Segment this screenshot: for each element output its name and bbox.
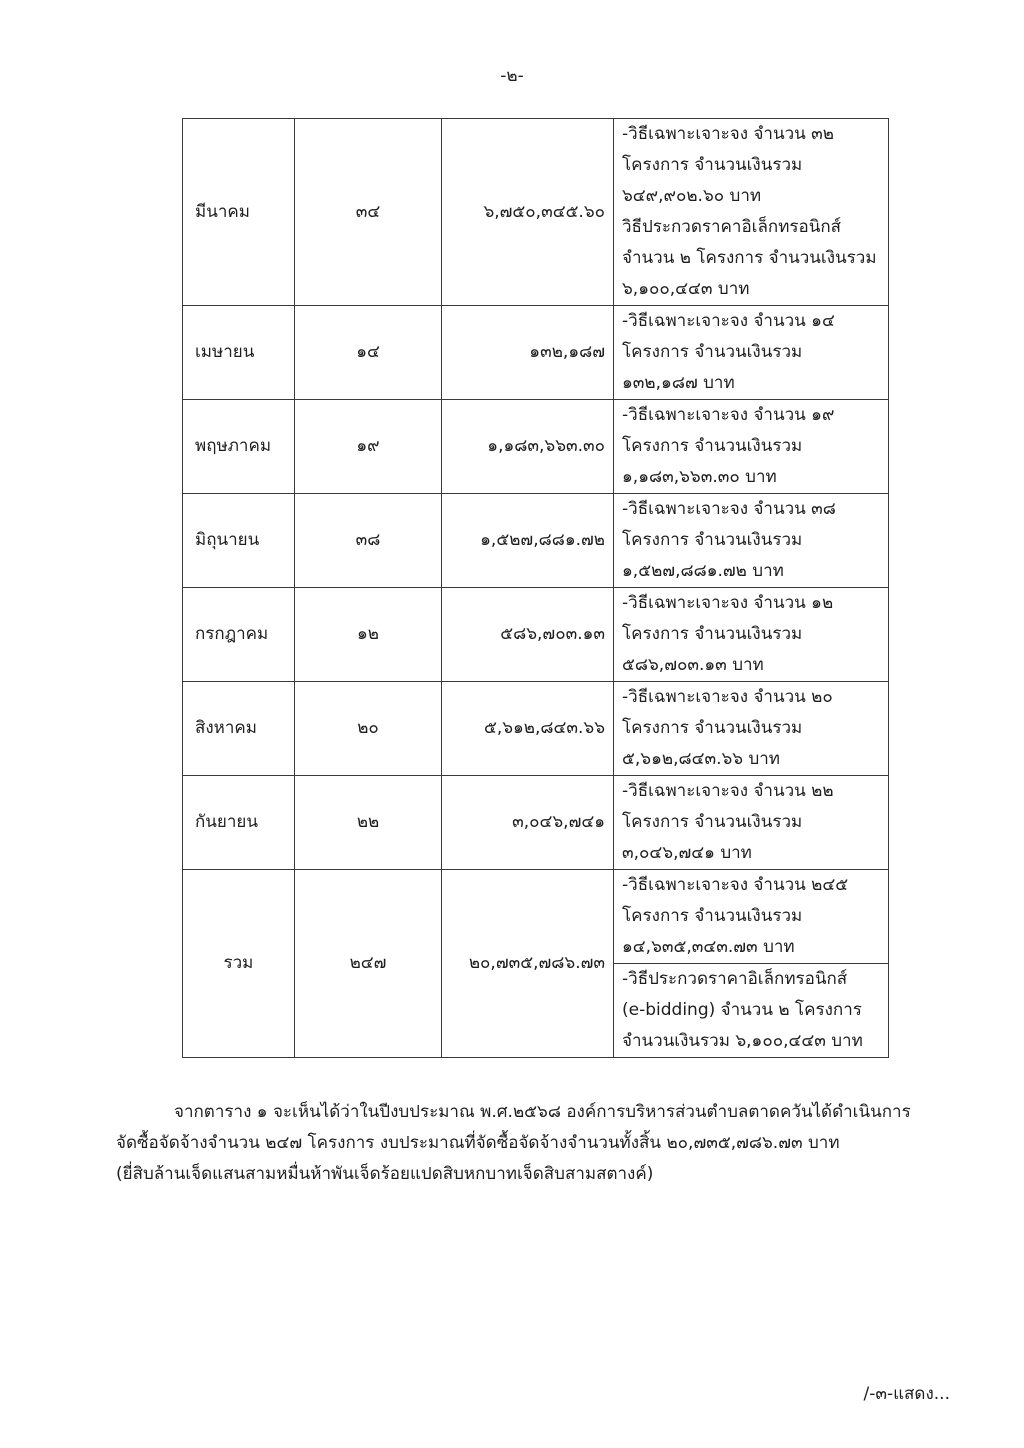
detail-line: โครงการ จำนวนเงินรวม bbox=[622, 155, 803, 175]
detail-line: ๑๓๒,๑๘๗ บาท bbox=[622, 373, 735, 393]
detail-line: -วิธีเฉพาะเจาะจง จำนวน ๒๐ bbox=[622, 687, 833, 707]
month-cell: มิถุนายน bbox=[183, 494, 295, 588]
detail-line: -วิธีเฉพาะเจาะจง จำนวน ๑๔ bbox=[622, 311, 835, 331]
summary-paragraph bbox=[116, 1097, 956, 1190]
method-detail-cell bbox=[614, 588, 889, 682]
total-row bbox=[183, 870, 889, 964]
amount-cell: ๓,๐๔๖,๗๔๑ bbox=[442, 776, 614, 870]
project-count-cell: ๓๘ bbox=[294, 494, 441, 588]
project-count-cell: ๒๒ bbox=[294, 776, 441, 870]
month-cell: พฤษภาคม bbox=[183, 400, 295, 494]
table-row bbox=[183, 119, 889, 306]
method-detail-cell bbox=[614, 776, 889, 870]
table-row bbox=[183, 776, 889, 870]
detail-line: โครงการ จำนวนเงินรวม bbox=[622, 812, 803, 832]
table-body bbox=[183, 119, 889, 1058]
method-detail-cell bbox=[614, 119, 889, 306]
project-count-cell: ๑๙ bbox=[294, 400, 441, 494]
amount-cell: ๕๘๖,๗๐๓.๑๓ bbox=[442, 588, 614, 682]
detail-line: โครงการ จำนวนเงินรวม bbox=[622, 342, 803, 362]
total-label-cell: รวม bbox=[183, 870, 295, 1058]
detail-line: จำนวน ๒ โครงการ จำนวนเงินรวม bbox=[622, 248, 877, 268]
detail-line: ๓,๐๔๖,๗๔๑ บาท bbox=[622, 843, 752, 863]
amount-cell: ๖,๗๕๐,๓๔๕.๖๐ bbox=[442, 119, 614, 306]
total-amount-cell: ๒๐,๗๓๕,๗๘๖.๗๓ bbox=[442, 870, 614, 1058]
amount-cell: ๑,๕๒๗,๘๘๑.๗๒ bbox=[442, 494, 614, 588]
summary-line: จากตาราง ๑ จะเห็นได้ว่าในปีงบประมาณ พ.ศ.๒๕๖๘ องค์การบริหารส่วนตำบลตาดควันได้ดำเนินการ bbox=[174, 1102, 911, 1122]
method-detail-cell bbox=[614, 682, 889, 776]
detail-line: วิธีประกวดราคาอิเล็กทรอนิกส์ bbox=[622, 217, 842, 237]
detail-line: โครงการ จำนวนเงินรวม bbox=[622, 624, 803, 644]
detail-line: -วิธีเฉพาะเจาะจง จำนวน ๑๒ bbox=[622, 593, 834, 613]
detail-line: จำนวนเงินรวม ๖,๑๐๐,๔๔๓ บาท bbox=[622, 1031, 863, 1051]
month-cell: สิงหาคม bbox=[183, 682, 295, 776]
amount-cell: ๑๓๒,๑๘๗ bbox=[442, 306, 614, 400]
total-ebidding-method-cell bbox=[614, 964, 889, 1058]
summary-line: จัดซื้อจัดจ้างจำนวน ๒๔๗ โครงการ งบประมาณที่จัดซื้อจัดจ้างจำนวนทั้งสิ้น ๒๐,๗๓๕,๗๘๖.๗๓ บาท bbox=[116, 1133, 840, 1153]
month-cell: กันยายน bbox=[183, 776, 295, 870]
detail-line: ๕๘๖,๗๐๓.๑๓ บาท bbox=[622, 655, 764, 675]
detail-line: -วิธีเฉพาะเจาะจง จำนวน ๑๙ bbox=[622, 405, 835, 425]
table-row bbox=[183, 588, 889, 682]
detail-line: ๖๔๙,๙๐๒.๖๐ บาท bbox=[622, 186, 762, 206]
amount-cell: ๕,๖๑๒,๘๔๓.๖๖ bbox=[442, 682, 614, 776]
total-specific-method-cell bbox=[614, 870, 889, 964]
project-count-cell: ๑๔ bbox=[294, 306, 441, 400]
table-row bbox=[183, 400, 889, 494]
month-cell: กรกฎาคม bbox=[183, 588, 295, 682]
project-count-cell: ๒๐ bbox=[294, 682, 441, 776]
detail-line: โครงการ จำนวนเงินรวม bbox=[622, 530, 803, 550]
detail-line: -วิธีเฉพาะเจาะจง จำนวน ๒๒ bbox=[622, 781, 834, 801]
detail-line: ๑๔,๖๓๕,๓๔๓.๗๓ บาท bbox=[622, 937, 795, 957]
month-cell: มีนาคม bbox=[183, 119, 295, 306]
detail-line: โครงการ จำนวนเงินรวม bbox=[622, 906, 803, 926]
detail-line: -วิธีเฉพาะเจาะจง จำนวน ๓๘ bbox=[622, 499, 836, 519]
table-row bbox=[183, 494, 889, 588]
detail-line: -วิธีประกวดราคาอิเล็กทรอนิกส์ bbox=[622, 969, 848, 989]
total-count-cell: ๒๔๗ bbox=[294, 870, 441, 1058]
month-cell: เมษายน bbox=[183, 306, 295, 400]
table-row bbox=[183, 306, 889, 400]
project-count-cell: ๑๒ bbox=[294, 588, 441, 682]
method-detail-cell bbox=[614, 400, 889, 494]
summary-line: (ยี่สิบล้านเจ็ดแสนสามหมื่นห้าพันเจ็ดร้อยแปดสิบหกบาทเจ็ดสิบสามสตางค์) bbox=[116, 1164, 654, 1184]
detail-line: ๑,๑๘๓,๖๖๓.๓๐ บาท bbox=[622, 467, 777, 487]
procurement-table bbox=[182, 118, 889, 1058]
detail-line: -วิธีเฉพาะเจาะจง จำนวน ๓๒ bbox=[622, 124, 834, 144]
table-row bbox=[183, 682, 889, 776]
amount-cell: ๑,๑๘๓,๖๖๓.๓๐ bbox=[442, 400, 614, 494]
continuation-marker: /-๓-แสดง... bbox=[863, 1384, 950, 1404]
project-count-cell: ๓๔ bbox=[294, 119, 441, 306]
detail-line: ๑,๕๒๗,๘๘๑.๗๒ บาท bbox=[622, 561, 784, 581]
detail-line: -วิธีเฉพาะเจาะจง จำนวน ๒๔๕ bbox=[622, 875, 849, 895]
page-number: -๒- bbox=[500, 66, 524, 86]
detail-line: ๕,๖๑๒,๘๔๓.๖๖ บาท bbox=[622, 749, 781, 769]
detail-line: โครงการ จำนวนเงินรวม bbox=[622, 718, 803, 738]
detail-line: (e-bidding) จำนวน ๒ โครงการ bbox=[622, 1000, 862, 1020]
method-detail-cell bbox=[614, 306, 889, 400]
detail-line: ๖,๑๐๐,๔๔๓ บาท bbox=[622, 279, 750, 299]
method-detail-cell bbox=[614, 494, 889, 588]
detail-line: โครงการ จำนวนเงินรวม bbox=[622, 436, 803, 456]
